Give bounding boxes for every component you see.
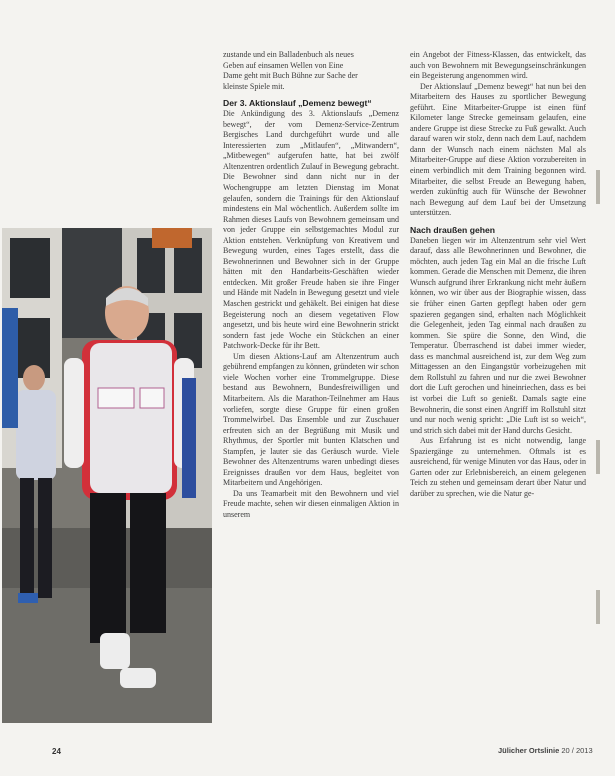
section-heading-aktionslauf: Der 3. Aktionslauf „Demenz bewegt“ [223,98,372,109]
intro-line: Geben auf einsamen Wellen von Eine [223,60,344,70]
section-heading-nach-draussen: Nach draußen gehen [410,224,495,235]
intro-line: Dame geht mit Buch Bühne zur Sache der [223,71,358,81]
page-edge-mark [596,590,600,624]
body-paragraph: Da uns Teamarbeit mit den Bewohnern und viel Freude machte, sehen wir diesen einmaligen Aktion in unserem [223,488,399,519]
intro-line: kleinste Spiele mit. [223,81,285,91]
article-column-right [410,50,586,750]
issue-number: 20 / 2013 [561,746,593,755]
magazine-brand: Jülicher Ortslinie [498,746,560,755]
body-paragraph: Daneben liegen wir im Altenzentrum sehr viel Wert darauf, dass alle Bewohnerinnen und Bewohner, die möchten, auch jeden Tag ein Mal an die frische Luft kommen. Gerade die Menschen mit Demenz, die ihren Wunsch aufgrund ihrer Erkrankung nicht mehr äußern können, wo wir über aus der Biographie wissen, dass sie früher einen Garten gepflegt haben oder gern spazieren gegangen sind, erhalten nach Möglichkeit die Gelegenheit, jeden Tag einmal nach draußen zu kommen. Sie spüre die Sonne, den Wind, die Temperatur. Überraschend ist dabei immer wieder, dass es manchmal ausreichend ist, zur dem Weg zum Mittagessen an den Eingangstür vorbeizugehen mit dem Rollstuhl zu fahren und nur die zwei Bewohner dort die Luft gerochen und hineinriechen, dass es bei ist vorbei die Luft so genießt. Damals sagte eine Bewohnerin, die sonst einen Angriff im Rollstuhl sitzt und nur noch wenig spricht: „Die Luft ist so weich“, und strich sich dabei mit der Hand durchs Gesicht. [410,235,586,435]
body-paragraph: Der Aktionslauf „Demenz bewegt“ hat nun bei den Mitarbeitern des Hauses zu sportlicher Bewegung geführt. Eine Mitarbeiter-Gruppe ist einen fünf Kilometer lange Strecke gemeinsam gelaufen, eine andere Gruppe ist diese Strecke zu Fuß gewalkt. Auch darauf waren wir stolz, denn nach dem Lauf, nachdem dann der Wunsch nach einem nächsten Mal als Mitarbeiter-Gruppe auf diese Aktion vorzubereiten in einem verbindlich mit dem Training begonnen wird. Mitarbeiter, die selbst Freude an Bewegung haben, werden zukünftig auch für Wünsche der Bewohner nach Bewegung auf dem Lauf bei der Umsetzung unterstützen. [410,81,586,218]
page-number: 24 [52,747,61,756]
body-paragraph: Aus Erfahrung ist es nicht notwendig, lange Spaziergänge zu unternehmen. Oftmals ist es ausreichend, für wenige Minuten vor das Haus, oder in Garten oder zur Erlebnisbereich, an einem gelegenen Teich zu stehen und gemeinsam derart über Natur und darüber zu sprechen, wie die Natur ge- [410,436,586,498]
runners-photo [2,228,212,723]
intro-line: zustande und ein Balladenbuch als neues [223,50,354,59]
article-column-middle [223,50,399,750]
body-paragraph: Um diesen Aktions-Lauf am Altenzentrum auch gebührend empfangen zu können, gründeten wir schon viele Wochen vorher eine Trommelgruppe. Diese bestand aus Bewohnern, Bundesfreiwilligen und Mitarbeitern. Als die Marathon-Teilnehmer am Haus vorliefen, sorgte diese Gruppe für einen großen Trommelwirbel. Das Ensemble und zur Zuschauer erfreuten sich an der Begrüßung mit Musik und Rhythmus, der Sportler mit bunten Klatschen und Stampfen, je lauter sie das Geräusch wurde. Viele Bewohner des Altenzentrums waren unbedingt dieses Ereignisses draußen vor dem Haus, begleitet von Mitarbeitern und Angehörigen. [223,351,399,488]
page-edge-mark [596,170,600,204]
body-paragraph: Die Ankündigung des 3. Aktionslaufs „Demenz bewegt“, der vom Demenz-Service-Zentrum Bergisches Land durchgeführt wurde und alle Interessierten zum „Mitlaufen“, „Mitwandern“, „Mitbewegen“ aufgerufen hatte, hat bei zwölf Altenzentren ordentlich Zulauf in Bewegung gebracht. Die Bewohner sind dann nicht nur in der Wochengruppe am letzten Dienstag im Monat gelaufen, sondern die Trainings für den Aktionslauf mindestens ein Mal wöchentlich. Außerdem sollte im Rahmen dieses Laufs von Bewohnern gemeinsam und von jeder Gruppe ein selbstgemachtes Modul zur Aktion entstehen. Verknüpfung von Kreativem und Bewegung wurden, eines Tages erstellt, dass die Bewohnerinnen und Bewohner sich in der Gruppe hätten mit den Handarbeits-Geschäften wieder entdecken. Mit großer Freude haben sie ihre Finger und Hände mit Nadeln in Bewegung gesetzt und viele Maschen gestrickt und gehäkelt. Bei einigen hat diese Begeisterung noch an diesem vegetativen Flow angesetzt, und bis heute wird eine Bewohnerin strickt sondern fast jede Woche ein Stückchen an einer Patchwork-Decke für ihr Bett. [223,109,399,351]
magazine-footer [498,746,593,755]
page-edge-mark [596,440,600,474]
photo-illustration [2,228,212,723]
body-paragraph: ein Angebot der Fitness-Klassen, das entwickelt, das auch von Bewohnern mit Bewegungseinschränkungen ein Begeisterung angenommen wird. [410,50,586,81]
